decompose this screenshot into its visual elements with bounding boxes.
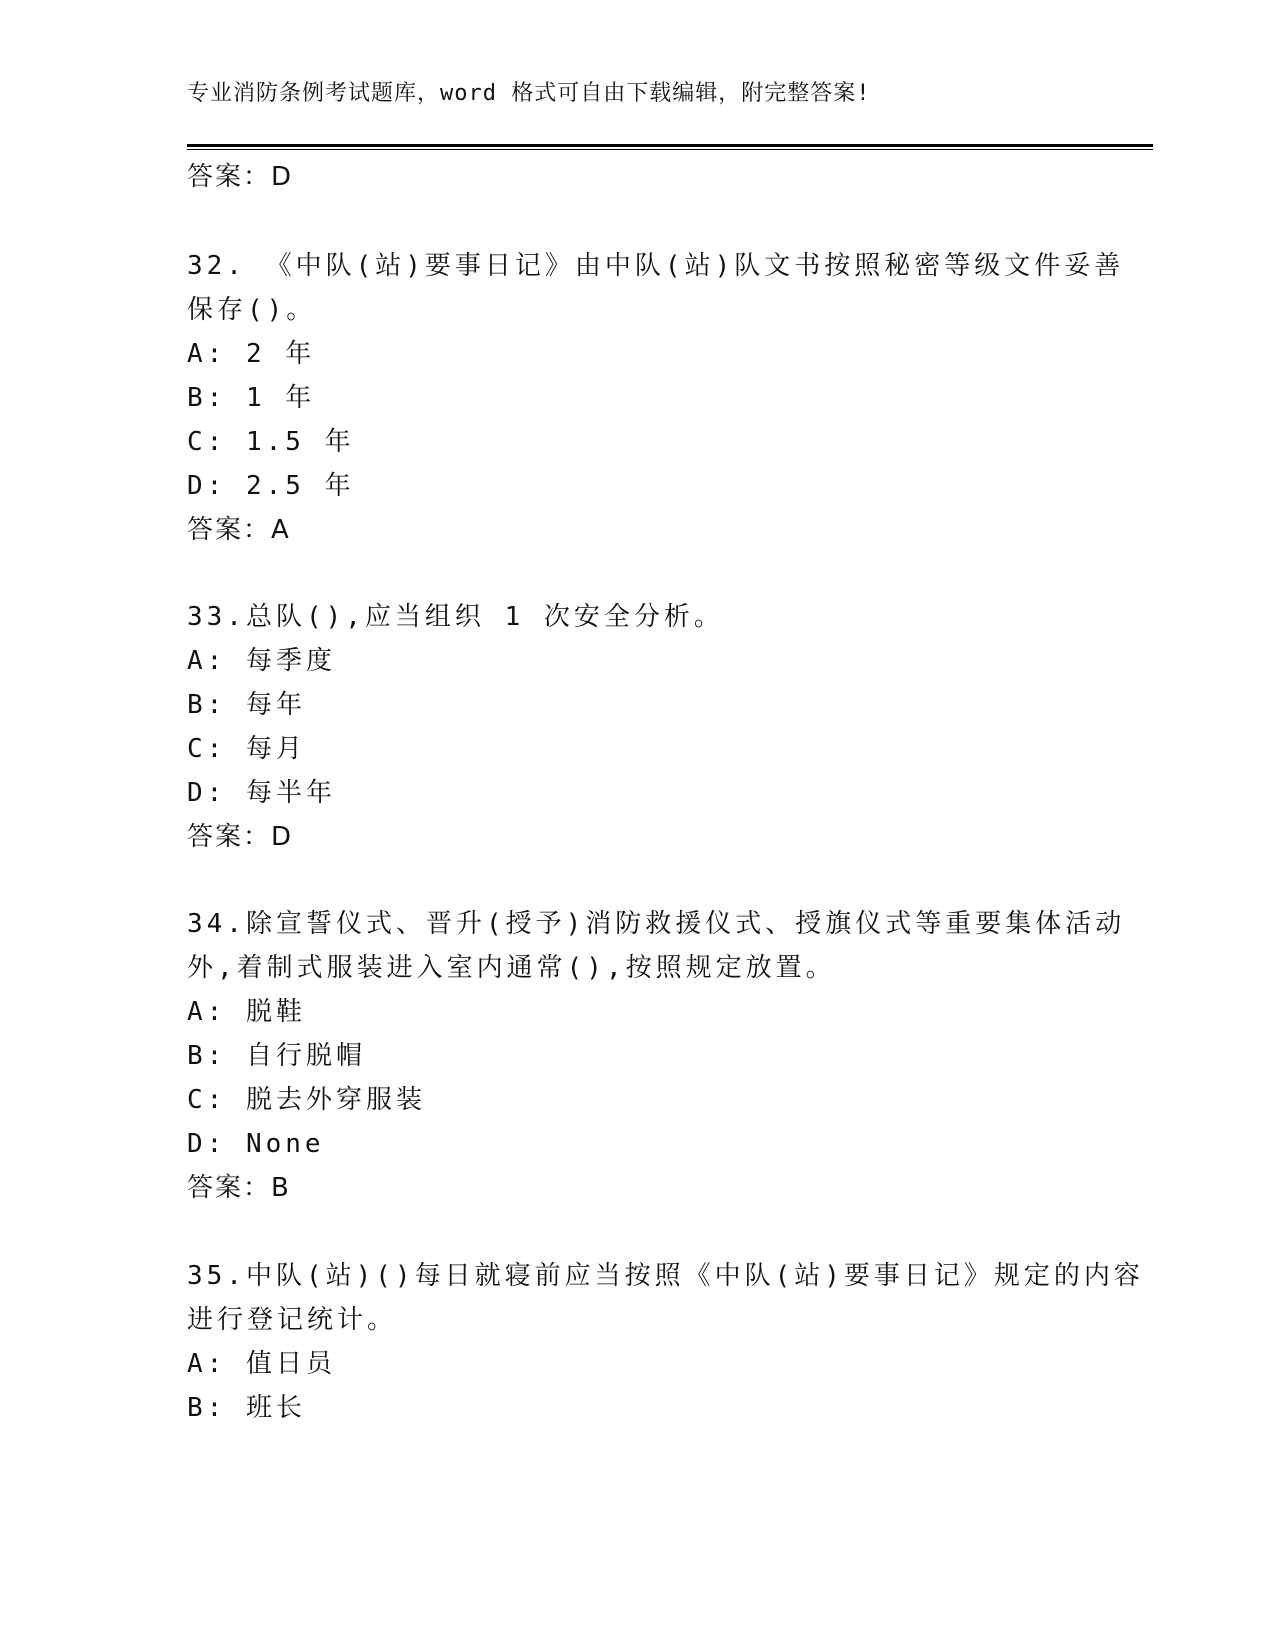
answer-line: 答案：D: [187, 822, 294, 852]
option-a: A: 值日员: [187, 1349, 336, 1379]
answer-line: 答案：A: [187, 515, 291, 545]
option-d: D: 每半年: [187, 778, 336, 808]
option-a: A: 每季度: [187, 646, 336, 676]
option-b: B: 班长: [187, 1393, 306, 1423]
option-c: C: 脱去外穿服装: [187, 1085, 426, 1115]
question-stem-line: 保存()。: [187, 295, 317, 325]
question-stem-line: 33.总队(),应当组织 1 次安全分析。: [187, 602, 724, 632]
question-stem-line: 34.除宣誓仪式、晋升(授予)消防救援仪式、授旗仪式等重要集体活动: [187, 909, 1126, 939]
option-a: A: 2 年: [187, 339, 316, 369]
option-b: B: 1 年: [187, 383, 316, 413]
option-b: B: 每年: [187, 690, 306, 720]
page-header-text: 专业消防条例考试题库，word 格式可自由下载编辑，附完整答案!: [187, 81, 871, 106]
option-c: C: 1.5 年: [187, 427, 355, 457]
question-stem-line: 进行登记统计。: [187, 1305, 398, 1335]
question-stem-line: 32. 《中队(站)要事日记》由中队(站)队文书按照秘密等级文件妥善: [187, 251, 1125, 281]
question-stem-line: 35.中队(站)()每日就寝前应当按照《中队(站)要事日记》规定的内容: [187, 1261, 1144, 1291]
header-rule-thin: [187, 149, 1153, 150]
header-rule-thick: [187, 144, 1153, 147]
option-b: B: 自行脱帽: [187, 1041, 366, 1071]
option-d: D: 2.5 年: [187, 471, 355, 501]
answer-line: 答案：D: [187, 162, 294, 192]
option-a: A: 脱鞋: [187, 997, 306, 1027]
answer-line: 答案：B: [187, 1173, 291, 1203]
option-c: C: 每月: [187, 734, 306, 764]
option-d: D: None: [187, 1129, 325, 1159]
question-stem-line: 外,着制式服装进入室内通常(),按照规定放置。: [187, 953, 836, 983]
